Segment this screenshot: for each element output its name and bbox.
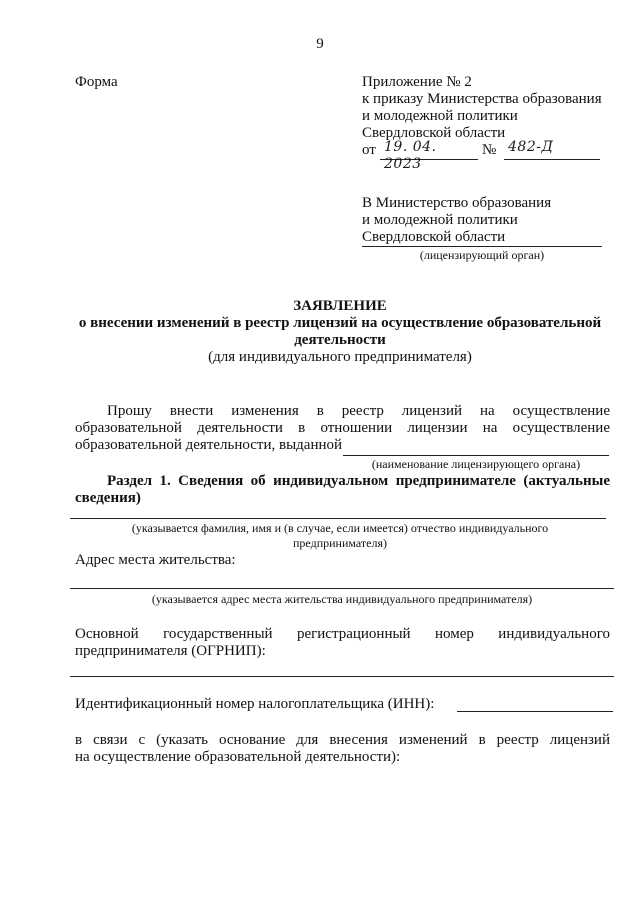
request-line-1: Прошу внести изменения в реестр лицензий на осуществление <box>107 403 610 419</box>
addressee-block <box>362 195 624 246</box>
address-caption-wrap <box>70 592 614 607</box>
request-caption-wrap <box>343 457 609 472</box>
order-number-field <box>504 139 600 160</box>
document-title <box>60 298 620 366</box>
inn-field[interactable] <box>457 711 613 712</box>
form-label: Форма <box>75 74 118 90</box>
addressee-line-1: В Министерство образования <box>362 195 552 211</box>
address-caption: (указывается адрес места жительства индивидуального предпринимателя) <box>151 592 533 606</box>
reason-paragraph <box>75 732 610 766</box>
address-label: Адрес места жительства: <box>75 552 236 568</box>
request-line-2: образовательной деятельности в отношении лицензии на осуществление <box>75 420 610 436</box>
addressee-line-2: и молодежной политики <box>362 212 518 228</box>
appendix-line-1: Приложение № 2 <box>362 74 472 90</box>
ogrnip-line-2: предпринимателя (ОГРНИП): <box>75 643 266 659</box>
section1-heading-line-1: Раздел 1. Сведения об индивидуальном предпринимателе (актуальные <box>107 473 610 489</box>
page-number-text: 9 <box>316 36 324 52</box>
order-reference <box>362 139 622 172</box>
reason-line-2: на осуществление образовательной деятельности): <box>75 749 401 765</box>
addressee-caption: (лицензирующий орган) <box>419 248 545 262</box>
addressee-caption-wrap <box>362 248 602 263</box>
address-field[interactable] <box>70 588 614 589</box>
section1-heading-line-2: сведения) <box>75 490 141 506</box>
section1-heading <box>75 473 610 507</box>
request-issuer-field[interactable] <box>343 455 609 456</box>
appendix-line-2: к приказу Министерства образования <box>362 91 602 107</box>
request-caption: (наименование лицензирующего органа) <box>371 457 581 471</box>
order-date-handwritten: 19. 04. 2023 <box>384 139 437 172</box>
title-line-2: о внесении изменений в реестр лицензий на осуществление образовательной <box>78 315 602 331</box>
order-prefix: от <box>362 142 376 158</box>
addressee-line-3: Свердловской области <box>362 229 506 245</box>
ogrnip-line-1: Основной государственный регистрационный номер индивидуального <box>75 626 610 642</box>
name-caption-line-2: предпринимателя) <box>293 536 387 550</box>
name-caption-wrap <box>70 521 610 551</box>
inn-label: Идентификационный номер налогоплательщика (ИНН): <box>75 696 435 712</box>
page-number <box>0 36 640 53</box>
order-number-handwritten: 482-Д <box>508 139 554 155</box>
title-line-3: деятельности <box>294 332 386 348</box>
request-line-3: образовательной деятельности, выданной <box>75 437 343 453</box>
reason-line-1: в связи с (указать основание для внесения изменений в реестр лицензий <box>75 732 610 748</box>
ogrnip-label <box>75 626 610 660</box>
ogrnip-field[interactable] <box>70 676 614 677</box>
entrepreneur-name-field[interactable] <box>70 518 606 519</box>
order-date-field <box>380 139 478 172</box>
title-line-4: (для индивидуального предпринимателя) <box>208 349 472 365</box>
title-main: ЗАЯВЛЕНИЕ <box>293 298 387 314</box>
name-caption-line-1: (указывается фамилия, имя и (в случае, если имеется) отчество индивидуального <box>131 521 549 535</box>
appendix-block <box>362 74 622 142</box>
addressee-underline <box>362 246 602 247</box>
order-number-label: № <box>482 142 497 158</box>
appendix-line-4: Свердловской области <box>362 125 506 141</box>
request-paragraph <box>75 403 610 454</box>
appendix-line-3: и молодежной политики <box>362 108 518 124</box>
